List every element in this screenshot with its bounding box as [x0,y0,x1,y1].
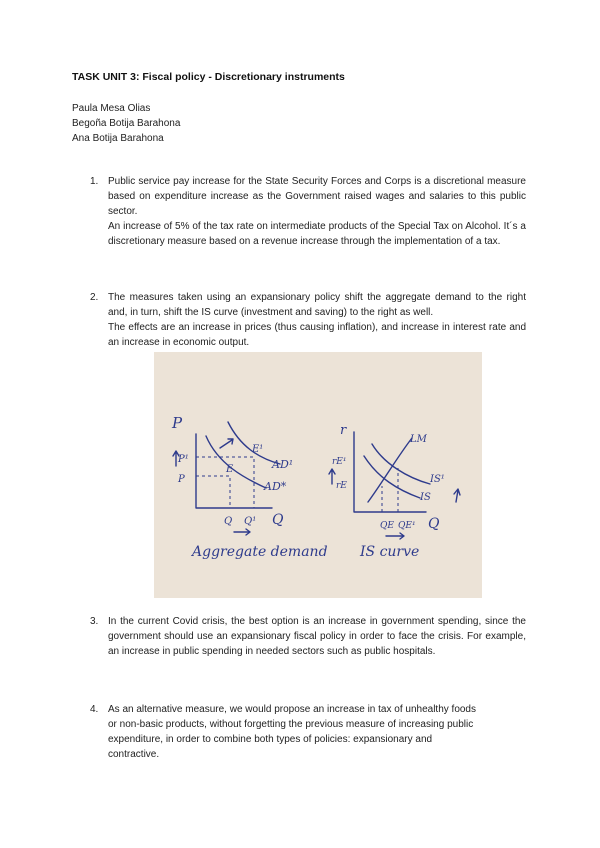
left-y-axis-label: P [172,414,183,432]
list-item-3 [90,614,526,659]
item-paragraph: The measures taken using an expansionary policy shift the aggregate demand to the right and, in turn, shift the IS curve (investment and saving) to the right as well. [108,292,526,318]
is-shifted-label: IS¹ [430,474,445,485]
right-y-axis-label: r [340,423,347,438]
point-e-label: E [226,464,234,475]
ad-shifted-label: AD¹ [272,458,294,471]
list-item-1 [90,174,526,249]
ad-original-label: AD* [264,480,287,493]
document-title: TASK UNIT 3: Fiscal policy - Discretionary instruments [72,71,345,83]
item-paragraph: Public service pay increase for the State Security Forces and Corps is a discretional measure based on expenditure increase as the Government raised wages and salaries to this public sector. [108,176,526,217]
author-name: Ana Botija Barahona [72,133,164,144]
list-number: 4. [90,704,99,715]
point-e1-label: E¹ [252,444,264,455]
left-x-axis-label: Q [272,512,284,528]
sketch-drawing [154,352,482,598]
qe-shift-arrow [386,533,404,539]
item-paragraph: In the current Covid crisis, the best option is an increase in government spending, since the government should use an expansionary fiscal policy in order to face the crisis. For example, an increase in public spending in needed sectors such as public hospitals. [108,616,526,657]
q-shift-arrow [234,529,250,535]
p-high-label: P¹ [178,454,189,465]
sketch-photo [154,352,482,598]
list-number: 1. [90,176,99,187]
right-up-arrow [329,469,335,484]
q-high-label: Q¹ [244,516,257,527]
ad-shift-arrow [220,439,233,448]
qe-low-label: QE [380,521,394,531]
list-item-2 [90,290,526,350]
item-paragraph: The effects are an increase in prices (thus causing inflation), and increase in interest rate and an increase in economic output. [108,322,526,348]
item-paragraph: As an alternative measure, we would propose an increase in tax of unhealthy foods or non-basic products, without forgetting the previous measure of increasing public expenditure, in order to combine both types of policies: expansionary and contractive. [108,704,476,760]
lm-label: LM [410,434,427,445]
list-number: 3. [90,616,99,627]
right-x-axis-label: Q [428,516,440,532]
is-shift-arrow [454,489,460,502]
qe-high-label: QE¹ [398,521,416,531]
author-list [72,101,180,146]
q-low-label: Q [224,516,233,527]
list-item-4 [90,702,526,762]
left-caption: Aggregate demand [192,544,328,560]
is-shifted-curve [372,444,430,484]
right-guides [382,468,398,512]
right-caption: IS curve [360,544,420,560]
left-guide-high [196,457,254,508]
r-low-label: rE [336,481,347,491]
is-original-label: IS [420,492,431,503]
left-guide-low [196,476,230,508]
p-low-label: P [178,474,185,485]
item-paragraph: An increase of 5% of the tax rate on intermediate products of the Special Tax on Alcohol. It´s a discretionary measure based on a revenue increase through the implementation of a tax. [108,221,526,247]
author-name: Begoña Botija Barahona [72,118,181,129]
r-high-label: rE¹ [332,457,347,467]
author-name: Paula Mesa Olias [72,103,151,114]
list-number: 2. [90,292,99,303]
